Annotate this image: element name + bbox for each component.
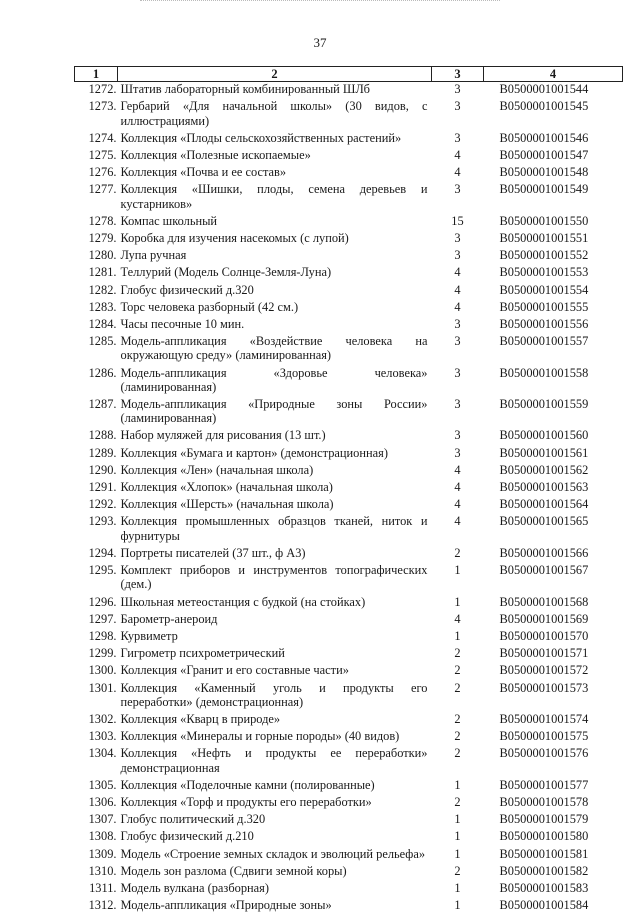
row-number: 1281. [88, 265, 117, 280]
item-name: Барометр-анероид [120, 611, 218, 626]
item-name: Модель-аппликация «Природные зоны России» (ламинированная) [120, 397, 428, 426]
item-name: Модель-аппликация «Воздействие человека на окружающую среду» (ламинированная) [120, 334, 428, 363]
item-quantity: 1 [454, 846, 461, 861]
row-number: 1286. [88, 365, 117, 380]
inventory-table [74, 66, 623, 912]
item-quantity: 3 [454, 428, 461, 443]
item-name: Коллекция «Нефть и продукты ее переработки» демонстрационная [120, 746, 428, 775]
row-number: 1277. [88, 182, 117, 197]
item-quantity: 1 [454, 777, 461, 792]
row-number: 1283. [88, 299, 117, 314]
row-number: 1278. [88, 213, 117, 228]
item-quantity: 2 [454, 794, 461, 809]
item-quantity: 4 [454, 497, 461, 512]
item-quantity: 2 [454, 711, 461, 726]
item-name: Гербарий «Для начальной школы» (30 видов, с иллюстрациями) [120, 99, 428, 128]
inventory-code: B0500001001577 [499, 777, 589, 792]
item-quantity: 1 [454, 594, 461, 609]
item-quantity: 3 [454, 231, 461, 246]
inventory-code: B0500001001578 [499, 794, 589, 809]
item-quantity: 2 [454, 746, 461, 761]
table-row [75, 128, 623, 145]
table-row [75, 331, 623, 362]
item-quantity: 4 [454, 265, 461, 280]
item-name: Коллекция «Полезные ископаемые» [120, 148, 311, 163]
row-number: 1305. [88, 777, 117, 792]
item-name: Коллекция «Гранит и его составные части» [120, 663, 349, 678]
item-quantity: 2 [454, 545, 461, 560]
row-number: 1308. [88, 829, 117, 844]
item-quantity: 2 [454, 646, 461, 661]
row-number: 1295. [88, 563, 117, 578]
table-row [75, 775, 623, 792]
row-number: 1279. [88, 231, 117, 246]
inventory-code: B0500001001560 [499, 428, 589, 443]
table-row [75, 660, 623, 677]
table-row [75, 626, 623, 643]
column-header-1: 1 [75, 67, 118, 82]
inventory-code: B0500001001580 [499, 829, 589, 844]
inventory-code: B0500001001561 [499, 445, 589, 460]
table-row [75, 297, 623, 314]
table-row [75, 96, 623, 127]
table-row [75, 363, 623, 394]
item-quantity: 3 [454, 317, 461, 332]
table-row [75, 82, 623, 97]
table-row [75, 895, 623, 912]
item-name: Коллекция «Бумага и картон» (демонстрационная) [120, 445, 388, 460]
item-name: Модель-аппликация «Природные зоны» [120, 898, 332, 912]
item-quantity: 3 [454, 99, 461, 114]
table-row [75, 543, 623, 560]
item-name: Комплект приборов и инструментов топографических (дем.) [120, 563, 428, 592]
row-number: 1300. [88, 663, 117, 678]
inventory-code: B0500001001557 [499, 334, 589, 349]
row-number: 1294. [88, 545, 117, 560]
row-number: 1275. [88, 148, 117, 163]
item-quantity: 2 [454, 729, 461, 744]
inventory-code: B0500001001547 [499, 148, 589, 163]
item-quantity: 3 [454, 82, 461, 97]
item-quantity: 3 [454, 130, 461, 145]
item-name: Коллекция «Торф и продукты его переработки» [120, 794, 372, 809]
item-quantity: 1 [454, 829, 461, 844]
inventory-code: B0500001001566 [499, 545, 589, 560]
row-number: 1273. [88, 99, 117, 114]
item-quantity: 4 [454, 165, 461, 180]
row-number: 1298. [88, 628, 117, 643]
item-name: Портреты писателей (37 шт., ф А3) [120, 545, 306, 560]
row-number: 1290. [88, 462, 117, 477]
item-quantity: 4 [454, 462, 461, 477]
table-row [75, 245, 623, 262]
table-row [75, 425, 623, 442]
table-row [75, 477, 623, 494]
inventory-code: B0500001001569 [499, 611, 589, 626]
inventory-code: B0500001001556 [499, 317, 589, 332]
row-number: 1284. [88, 317, 117, 332]
item-name: Коллекция «Лен» (начальная школа) [120, 462, 314, 477]
row-number: 1309. [88, 846, 117, 861]
row-number: 1280. [88, 248, 117, 263]
row-number: 1276. [88, 165, 117, 180]
item-name: Коллекция промышленных образцов тканей, ниток и фурнитуры [120, 514, 428, 543]
item-name: Часы песочные 10 мин. [120, 317, 245, 332]
item-quantity: 3 [454, 248, 461, 263]
item-quantity: 4 [454, 148, 461, 163]
table-row [75, 145, 623, 162]
table-row [75, 394, 623, 425]
row-number: 1288. [88, 428, 117, 443]
table-row [75, 280, 623, 297]
item-name: Коллекция «Шишки, плоды, семена деревьев и кустарников» [120, 182, 428, 211]
table-row [75, 861, 623, 878]
item-quantity: 4 [454, 611, 461, 626]
table-row [75, 262, 623, 279]
table-row [75, 560, 623, 591]
inventory-code: B0500001001548 [499, 165, 589, 180]
row-number: 1292. [88, 497, 117, 512]
item-quantity: 1 [454, 563, 461, 578]
inventory-code: B0500001001544 [499, 82, 589, 97]
inventory-code: B0500001001553 [499, 265, 589, 280]
inventory-code: B0500001001555 [499, 299, 589, 314]
inventory-code: B0500001001575 [499, 729, 589, 744]
item-name: Коллекция «Плоды сельскохозяйственных растений» [120, 130, 402, 145]
inventory-code: B0500001001568 [499, 594, 589, 609]
table-row [75, 643, 623, 660]
column-header-2: 2 [118, 67, 432, 82]
item-quantity: 1 [454, 628, 461, 643]
item-quantity: 4 [454, 514, 461, 529]
item-name: Модель вулкана (разборная) [120, 880, 269, 895]
row-number: 1299. [88, 646, 117, 661]
table-body [75, 82, 623, 912]
table-row [75, 228, 623, 245]
inventory-code: B0500001001558 [499, 365, 589, 380]
row-number: 1304. [88, 746, 117, 761]
row-number: 1306. [88, 794, 117, 809]
row-number: 1297. [88, 611, 117, 626]
item-name: Торс человека разборный (42 см.) [120, 299, 299, 314]
inventory-code: B0500001001552 [499, 248, 589, 263]
item-name: Штатив лабораторный комбинированный ШЛб [120, 82, 370, 97]
row-number: 1302. [88, 711, 117, 726]
inventory-code: B0500001001570 [499, 628, 589, 643]
row-number: 1285. [88, 334, 117, 349]
table-row [75, 609, 623, 626]
item-quantity: 4 [454, 282, 461, 297]
table-row [75, 592, 623, 609]
item-quantity: 3 [454, 334, 461, 349]
item-name: Гигрометр психрометрический [120, 646, 285, 661]
table-row [75, 494, 623, 511]
item-name: Глобус физический д.320 [120, 282, 254, 297]
row-number: 1272. [88, 82, 117, 97]
row-number: 1287. [88, 397, 117, 412]
table-row [75, 460, 623, 477]
table-row [75, 809, 623, 826]
item-quantity: 3 [454, 397, 461, 412]
table-row [75, 314, 623, 331]
inventory-code: B0500001001583 [499, 880, 589, 895]
column-header-3: 3 [432, 67, 484, 82]
inventory-code: B0500001001582 [499, 863, 589, 878]
inventory-code: B0500001001576 [499, 746, 589, 761]
item-name: Коллекция «Хлопок» (начальная школа) [120, 480, 333, 495]
table-row [75, 511, 623, 542]
item-name: Коллекция «Шерсть» (начальная школа) [120, 497, 334, 512]
inventory-code: B0500001001567 [499, 563, 589, 578]
item-name: Теллурий (Модель Солнце-Земля-Луна) [120, 265, 332, 280]
item-name: Компас школьный [120, 213, 218, 228]
inventory-code: B0500001001579 [499, 812, 589, 827]
table-row [75, 726, 623, 743]
inventory-code: B0500001001565 [499, 514, 589, 529]
item-name: Глобус политический д.320 [120, 812, 266, 827]
item-quantity: 2 [454, 680, 461, 695]
inventory-code: B0500001001573 [499, 680, 589, 695]
row-number: 1311. [89, 880, 117, 895]
table-row [75, 743, 623, 774]
inventory-code: B0500001001574 [499, 711, 589, 726]
row-number: 1274. [88, 130, 117, 145]
table-row [75, 211, 623, 228]
item-quantity: 15 [451, 213, 464, 228]
table-row [75, 826, 623, 843]
inventory-code: B0500001001545 [499, 99, 589, 114]
row-number: 1291. [88, 480, 117, 495]
inventory-code: B0500001001554 [499, 282, 589, 297]
table-row [75, 709, 623, 726]
item-name: Модель-аппликация «Здоровье человека» (ламинированная) [120, 365, 428, 394]
item-name: Школьная метеостанция с будкой (на стойках) [120, 594, 366, 609]
inventory-code: B0500001001562 [499, 462, 589, 477]
item-name: Коллекция «Каменный уголь и продукты его переработки» (демонстрационная) [120, 680, 428, 709]
item-name: Коллекция «Кварц в природе» [120, 711, 281, 726]
table-row [75, 844, 623, 861]
inventory-code: B0500001001563 [499, 480, 589, 495]
table-row [75, 179, 623, 210]
row-number: 1301. [88, 680, 117, 695]
table-row [75, 878, 623, 895]
item-name: Модель зон разлома (Сдвиги земной коры) [120, 863, 347, 878]
inventory-code: B0500001001581 [499, 846, 589, 861]
table-header-row [75, 67, 623, 82]
inventory-code: B0500001001584 [499, 898, 589, 912]
row-number: 1296. [88, 594, 117, 609]
inventory-code: B0500001001559 [499, 397, 589, 412]
row-number: 1282. [88, 282, 117, 297]
row-number: 1289. [88, 445, 117, 460]
item-name: Глобус физический д.210 [120, 829, 254, 844]
row-number: 1303. [88, 729, 117, 744]
item-quantity: 4 [454, 480, 461, 495]
item-quantity: 3 [454, 365, 461, 380]
item-quantity: 3 [454, 445, 461, 460]
inventory-code: B0500001001551 [499, 231, 589, 246]
item-name: Коробка для изучения насекомых (с лупой) [120, 231, 349, 246]
item-name: Лупа ручная [120, 248, 187, 263]
item-quantity: 1 [454, 898, 461, 912]
row-number: 1293. [88, 514, 117, 529]
item-quantity: 3 [454, 182, 461, 197]
table-row [75, 162, 623, 179]
item-name: Модель «Строение земных складок и эволюций рельефа» [120, 846, 426, 861]
item-quantity: 4 [454, 299, 461, 314]
item-name: Коллекция «Поделочные камни (полированные) [120, 777, 375, 792]
item-quantity: 1 [454, 880, 461, 895]
item-name: Коллекция «Минералы и горные породы» (40 видов) [120, 729, 400, 744]
table-row [75, 792, 623, 809]
row-number: 1307. [88, 812, 117, 827]
item-name: Курвиметр [120, 628, 178, 643]
table-row [75, 443, 623, 460]
inventory-code: B0500001001572 [499, 663, 589, 678]
item-name: Коллекция «Почва и ее состав» [120, 165, 287, 180]
inventory-code: B0500001001546 [499, 130, 589, 145]
table-row [75, 678, 623, 709]
item-name: Набор муляжей для рисования (13 шт.) [120, 428, 326, 443]
inventory-code: B0500001001571 [499, 646, 589, 661]
inventory-code: B0500001001549 [499, 182, 589, 197]
item-quantity: 2 [454, 663, 461, 678]
inventory-code: B0500001001564 [499, 497, 589, 512]
column-header-4: 4 [484, 67, 623, 82]
row-number: 1312. [88, 898, 117, 912]
scan-top-edge [140, 0, 500, 2]
row-number: 1310. [88, 863, 117, 878]
item-quantity: 1 [454, 812, 461, 827]
page-number: 37 [313, 35, 327, 50]
item-quantity: 2 [454, 863, 461, 878]
inventory-code: B0500001001550 [499, 213, 589, 228]
